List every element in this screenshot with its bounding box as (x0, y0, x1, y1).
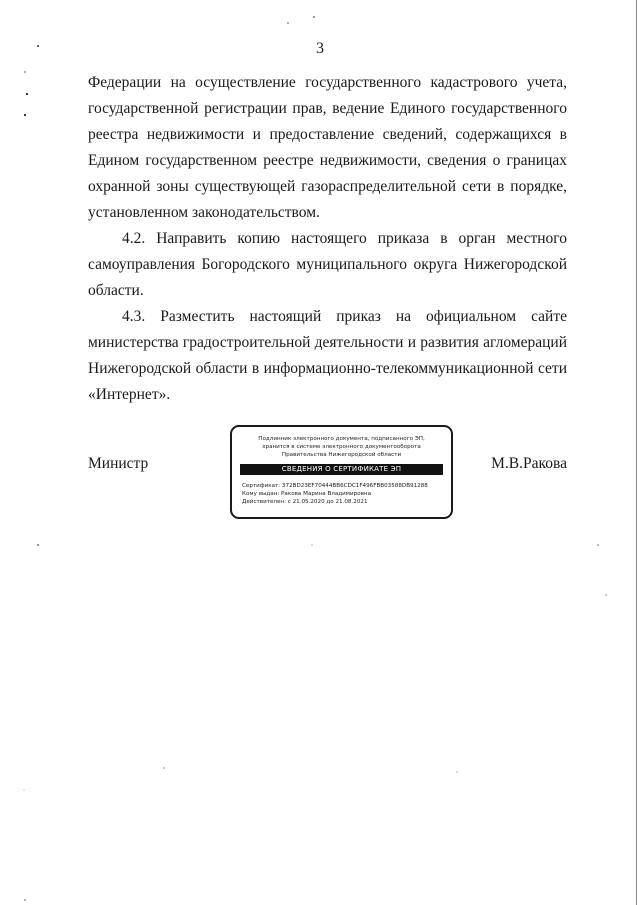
signer-name: М.В.Ракова (491, 455, 567, 472)
page-number: 3 (316, 40, 324, 57)
scan-edge-line (636, 0, 637, 905)
document-body (88, 70, 567, 408)
electronic-signature-stamp (230, 425, 453, 519)
stamp-issued-to: Кому выдан: Ракова Марина Владимировна (242, 491, 371, 497)
signature-block (88, 425, 567, 525)
stamp-header-line: Подлинник электронного документа, подписанного ЭП, (258, 436, 425, 442)
stamp-certificate: Сертификат: 372BD23EF70444BB6CDC1F496FBB03588DB91288 (242, 483, 428, 489)
stamp-banner: СВЕДЕНИЯ О СЕРТИФИКАТЕ ЭП (240, 464, 443, 475)
stamp-header-line: хранится в системе электронного документооборота (262, 444, 421, 450)
stamp-header (232, 435, 451, 459)
stamp-validity: Действителен: с 21.05.2020 до 21.08.2021 (242, 499, 368, 505)
paragraph-4-3: 4.3. Разместить настоящий приказ на официальном сайте министерства градостроительной деятельности и развития агломераций Нижегородской области в информационно-телекоммуникационной сети «Интернет». (88, 308, 567, 403)
stamp-details (242, 482, 451, 506)
signer-title: Министр (88, 455, 149, 472)
paragraph-4-2: 4.2. Направить копию настоящего приказа в орган местного самоуправления Богородского муниципального округа Нижегородской области. (88, 230, 567, 299)
paragraph-continuation: Федерации на осуществление государственного кадастрового учета, государственной регистрации прав, ведение Единого государственного реестра недвижимости и предоставление сведений, содержащихся в Едином государственном реестре недвижимости, сведения о границах охранной зоны существующей газораспределительной сети в порядке, установленном законодательством. (88, 74, 567, 221)
stamp-header-line: Правительства Нижегородской области (281, 452, 402, 458)
